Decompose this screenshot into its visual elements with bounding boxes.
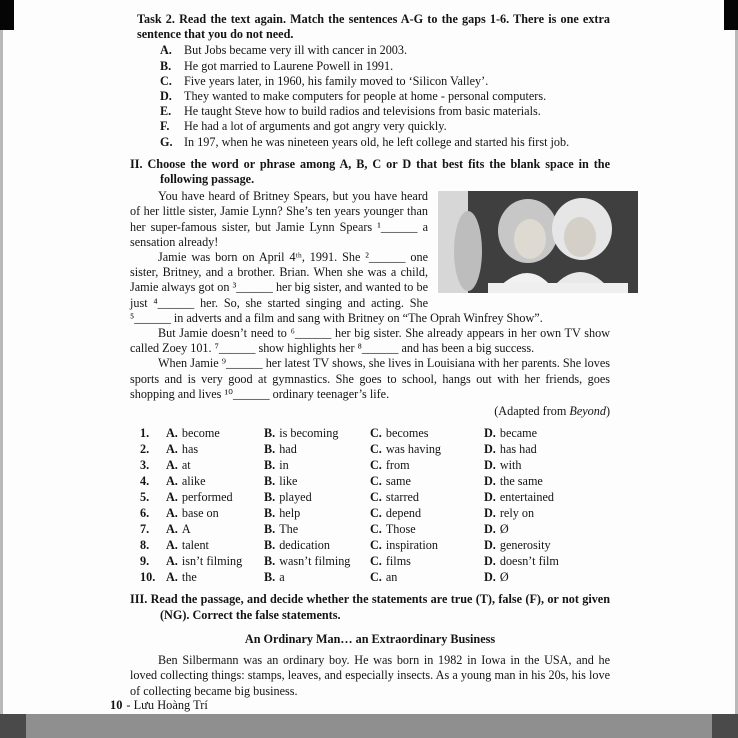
item-letter: D. [160, 89, 172, 104]
reading-title: An Ordinary Man… an Extraordinary Business [244, 631, 496, 646]
passage-paragraph: Jamie was born on April 4ᵗʰ, 1991. She ²______ one sister, Britney, and a brother. Brian. When she was a child, Jamie always got on ³______ her big sister, and wanted to be just ⁴______ her. So, she started singing and acting. She ⁵______ in adverts and a film and sang with Britney on “The Oprah Winfrey Show”. [130, 250, 543, 325]
option-a: A. become [166, 426, 220, 441]
option-c: C. depend [370, 506, 422, 521]
sentence-list [160, 43, 610, 149]
list-item [160, 119, 610, 134]
cloze-passage [130, 189, 610, 402]
item-letter: A. [160, 43, 172, 58]
list-item [160, 74, 610, 89]
scan-edge-bottom [0, 714, 738, 738]
page-content [130, 12, 610, 699]
option-a: A. alike [166, 474, 206, 489]
list-item [160, 59, 610, 74]
item-letter: E. [160, 104, 172, 119]
item-letter: G. [160, 134, 173, 149]
option-c: C. inspiration [370, 538, 438, 553]
list-item [160, 135, 610, 150]
option-b: B. dedication [264, 538, 330, 553]
item-text: Five years later, in 1960, his family moved to ‘Silicon Valley’. [184, 73, 489, 88]
credit-prefix: (Adapted from [494, 404, 570, 419]
option-b: B. in [264, 458, 289, 473]
option-number: 1. [140, 426, 150, 441]
option-b: B. help [264, 506, 301, 521]
list-item [160, 43, 610, 58]
item-text: He taught Steve how to build radios and televisions from basic materials. [184, 104, 541, 119]
scan-edge-left [0, 30, 3, 714]
option-number: 8. [140, 538, 150, 553]
option-b: B. played [264, 490, 312, 505]
option-c: C. an [370, 570, 398, 585]
option-d: D. became [484, 426, 538, 441]
list-item [160, 89, 610, 104]
author-name: - Lưu Hoàng Trí [126, 698, 208, 712]
option-a: A. performed [166, 490, 233, 505]
option-d: D. rely on [484, 506, 535, 521]
option-b: B. The [264, 522, 299, 537]
passage-paragraph: When Jamie ⁹______ her latest TV shows, she lives in Louisiana with her parents. She loves sports and is very good at gymnastics. She goes to school, hangs out with her friends, goes shopping and lives ¹⁰______ ordinary teenager’s life. [130, 356, 610, 401]
option-b: B. wasn’t filming [264, 554, 351, 569]
option-a: A. the [166, 570, 197, 585]
option-b: B. is becoming [264, 426, 339, 441]
option-number: 6. [140, 506, 150, 521]
reading-paragraph: Ben Silbermann was an ordinary boy. He was born in 1982 in Iowa in the USA, and he loved collecting things: stamps, leaves, and especially insects. As a young man in his 20s, his love of collecting became big business. [130, 653, 610, 698]
option-c: C. from [370, 458, 410, 473]
option-number: 3. [140, 458, 150, 473]
option-a: A. has [166, 442, 199, 457]
option-b: B. had [264, 442, 297, 457]
option-number: 9. [140, 554, 150, 569]
option-d: D. Ø [484, 570, 509, 585]
item-text: He had a lot of arguments and got angry very quickly. [184, 119, 447, 134]
multiple-choice-grid [140, 426, 610, 585]
option-c: C. starred [370, 490, 420, 505]
page-number: 10 [110, 698, 123, 712]
option-d: D. the same [484, 474, 543, 489]
option-d: D. has had [484, 442, 537, 457]
option-b: B. like [264, 474, 298, 489]
page-footer [110, 698, 208, 713]
option-a: A. at [166, 458, 191, 473]
passage-paragraph: But Jamie doesn’t need to ⁶______ her big sister. She already appears in her own TV show called Zoey 101. ⁷______ show highlights her ⁸______ and has been a big success. [130, 326, 610, 356]
task2-heading: Task 2. Read the text again. Match the sentences A-G to the gaps 1-6. There is one extra sentence that you do not need. [137, 12, 610, 42]
passage-paragraph: You have heard of Britney Spears, but you have heard of her little sister, Jamie Lynn? She’s ten years younger than her super-famous sister, but Jamie Lynn Spears ¹______ a sensation already! [130, 189, 428, 249]
option-c: C. same [370, 474, 411, 489]
section2-heading: II. Choose the word or phrase among A, B, C or D that best fits the blank space in the following passage. [130, 156, 610, 187]
option-d: D. generosity [484, 538, 551, 553]
item-text: But Jobs became very ill with cancer in 2003. [184, 43, 408, 58]
item-text: In 197, when he was nineteen years old, he left college and started his first job. [184, 134, 570, 149]
option-b: B. a [264, 570, 285, 585]
option-c: C. was having [370, 442, 442, 457]
option-number: 2. [140, 442, 150, 457]
option-number: 7. [140, 522, 150, 537]
option-c: C. Those [370, 522, 416, 537]
option-number: 10. [140, 570, 156, 585]
item-text: They wanted to make computers for people at home - personal computers. [184, 89, 547, 104]
item-text: He got married to Laurene Powell in 1991. [184, 58, 394, 73]
option-a: A. A [166, 522, 191, 537]
option-c: C. films [370, 554, 411, 569]
credit-suffix: ) [605, 404, 610, 419]
option-number: 4. [140, 474, 150, 489]
option-a: A. talent [166, 538, 209, 553]
scan-edge-top-right [724, 0, 738, 30]
list-item [160, 104, 610, 119]
option-number: 5. [140, 490, 150, 505]
option-a: A. isn’t filming [166, 554, 243, 569]
option-a: A. base on [166, 506, 219, 521]
item-letter: C. [160, 73, 172, 88]
item-letter: B. [160, 58, 172, 73]
option-d: D. Ø [484, 522, 509, 537]
option-c: C. becomes [370, 426, 429, 441]
photo-spears-sisters [438, 191, 638, 293]
scan-shadow-right [712, 714, 738, 738]
scan-edge-top-left [0, 0, 14, 30]
option-d: D. doesn’t film [484, 554, 559, 569]
option-d: D. entertained [484, 490, 554, 505]
scan-shadow-left [0, 714, 26, 738]
credit-source: Beyond [569, 404, 606, 419]
source-credit [130, 404, 610, 419]
item-letter: F. [160, 119, 170, 134]
option-d: D. with [484, 458, 522, 473]
section3-heading: III. Read the passage, and decide whether the statements are true (T), false (F), or not given (NG). Correct the false statements. [130, 592, 610, 622]
